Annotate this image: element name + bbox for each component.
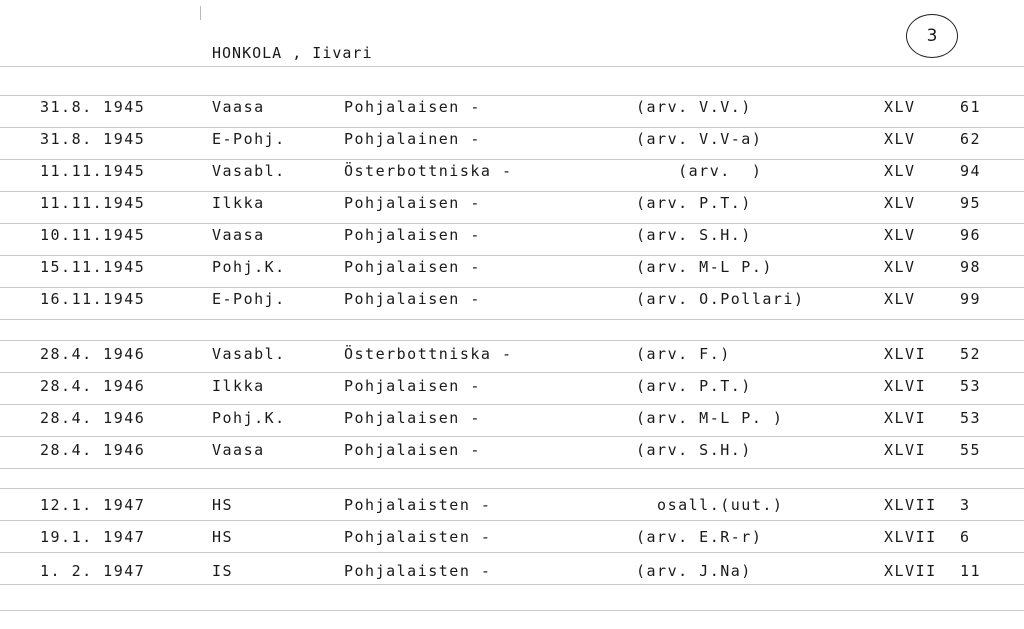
entry-date: 11.11.1945 xyxy=(40,162,146,180)
entry-reviewer: (arv. J.Na) xyxy=(636,562,752,580)
entry-row xyxy=(0,409,1024,431)
entry-volume: XLV xyxy=(884,162,916,180)
entry-row xyxy=(0,194,1024,216)
entry-volume: XLV xyxy=(884,98,916,116)
entry-reviewer: (arv. E.R-r) xyxy=(636,528,763,546)
ruled-line xyxy=(0,552,1024,553)
ruled-line xyxy=(0,191,1024,192)
entry-volume: XLVI xyxy=(884,345,927,363)
entry-volume: XLV xyxy=(884,194,916,212)
entry-date: 28.4. 1946 xyxy=(40,409,146,427)
entry-title: Pohjalaisen - xyxy=(344,409,481,427)
entry-reviewer: (arv. S.H.) xyxy=(636,441,752,459)
entry-title: Pohjalaisten - xyxy=(344,496,492,514)
entry-title: Pohjalaisen - xyxy=(344,226,481,244)
margin-tick xyxy=(200,6,201,20)
entry-title: Pohjalaisen - xyxy=(344,258,481,276)
entry-row xyxy=(0,528,1024,550)
entry-reviewer: (arv. M-L P.) xyxy=(636,258,773,276)
entry-date: 28.4. 1946 xyxy=(40,345,146,363)
ruled-line xyxy=(0,223,1024,224)
entry-newspaper: Ilkka xyxy=(212,194,265,212)
entry-volume: XLVI xyxy=(884,441,927,459)
entry-volume: XLVI xyxy=(884,409,927,427)
ruled-line xyxy=(0,468,1024,469)
entry-title: Pohjalaisten - xyxy=(344,562,492,580)
entry-date: 1. 2. 1947 xyxy=(40,562,146,580)
entry-reviewer: (arv. ) xyxy=(636,162,763,180)
entry-row xyxy=(0,562,1024,584)
entry-reviewer: osall.(uut.) xyxy=(636,496,784,514)
ruled-line xyxy=(0,95,1024,96)
entry-page: 61 xyxy=(960,98,982,116)
entry-newspaper: IS xyxy=(212,562,234,580)
ruled-line xyxy=(0,372,1024,373)
entry-newspaper: Vaasa xyxy=(212,441,265,459)
entry-title: Österbottniska - xyxy=(344,162,513,180)
entry-date: 15.11.1945 xyxy=(40,258,146,276)
entry-newspaper: HS xyxy=(212,528,234,546)
entry-title: Pohjalaisen - xyxy=(344,98,481,116)
entry-page: 94 xyxy=(960,162,982,180)
entry-newspaper: Pohj.K. xyxy=(212,258,286,276)
entry-page: 52 xyxy=(960,345,982,363)
ruled-line xyxy=(0,340,1024,341)
entry-newspaper: E-Pohj. xyxy=(212,130,286,148)
ruled-line xyxy=(0,159,1024,160)
entry-title: Pohjalaisen - xyxy=(344,290,481,308)
entry-volume: XLV xyxy=(884,226,916,244)
entry-page: 98 xyxy=(960,258,982,276)
entry-date: 11.11.1945 xyxy=(40,194,146,212)
page-number-badge xyxy=(906,14,958,58)
entry-newspaper: Vaasa xyxy=(212,98,265,116)
entry-page: 53 xyxy=(960,409,982,427)
entry-page: 96 xyxy=(960,226,982,244)
entry-title: Österbottniska - xyxy=(344,345,513,363)
ruled-line xyxy=(0,584,1024,585)
entry-row xyxy=(0,441,1024,463)
entry-reviewer: (arv. V.V-a) xyxy=(636,130,763,148)
entry-date: 31.8. 1945 xyxy=(40,98,146,116)
entry-reviewer: (arv. O.Pollari) xyxy=(636,290,805,308)
entry-page: 3 xyxy=(960,496,971,514)
ruled-line xyxy=(0,488,1024,489)
entry-reviewer: (arv. F.) xyxy=(636,345,731,363)
entry-volume: XLVII xyxy=(884,528,937,546)
entry-volume: XLV xyxy=(884,130,916,148)
entry-newspaper: Ilkka xyxy=(212,377,265,395)
entry-title: Pohjalaisen - xyxy=(344,441,481,459)
entry-volume: XLVI xyxy=(884,377,927,395)
entry-date: 19.1. 1947 xyxy=(40,528,146,546)
entry-date: 28.4. 1946 xyxy=(40,377,146,395)
entry-title: Pohjalaisen - xyxy=(344,194,481,212)
entry-row xyxy=(0,98,1024,120)
entry-date: 28.4. 1946 xyxy=(40,441,146,459)
entry-row xyxy=(0,377,1024,399)
ruled-line xyxy=(0,520,1024,521)
entry-row xyxy=(0,290,1024,312)
entry-date: 12.1. 1947 xyxy=(40,496,146,514)
entry-newspaper: Vasabl. xyxy=(212,345,286,363)
entry-date: 10.11.1945 xyxy=(40,226,146,244)
entry-newspaper: HS xyxy=(212,496,234,514)
entry-page: 6 xyxy=(960,528,971,546)
entry-page: 55 xyxy=(960,441,982,459)
ruled-line xyxy=(0,404,1024,405)
entry-row xyxy=(0,496,1024,518)
card-heading: HONKOLA , Iivari xyxy=(212,44,373,62)
ruled-line xyxy=(0,610,1024,611)
entry-newspaper: Vasabl. xyxy=(212,162,286,180)
entry-page: 11 xyxy=(960,562,982,580)
ruled-line xyxy=(0,255,1024,256)
entry-page: 62 xyxy=(960,130,982,148)
entry-row xyxy=(0,162,1024,184)
entry-reviewer: (arv. V.V.) xyxy=(636,98,752,116)
entry-date: 31.8. 1945 xyxy=(40,130,146,148)
entry-row xyxy=(0,258,1024,280)
entry-newspaper: E-Pohj. xyxy=(212,290,286,308)
entry-volume: XLV xyxy=(884,258,916,276)
entry-volume: XLV xyxy=(884,290,916,308)
entry-title: Pohjalaisen - xyxy=(344,377,481,395)
entry-newspaper: Pohj.K. xyxy=(212,409,286,427)
ruled-line xyxy=(0,66,1024,67)
entry-reviewer: (arv. P.T.) xyxy=(636,194,752,212)
entry-newspaper: Vaasa xyxy=(212,226,265,244)
entry-page: 99 xyxy=(960,290,982,308)
entry-date: 16.11.1945 xyxy=(40,290,146,308)
ruled-line xyxy=(0,287,1024,288)
entry-volume: XLVII xyxy=(884,562,937,580)
entry-row xyxy=(0,345,1024,367)
entry-reviewer: (arv. M-L P. ) xyxy=(636,409,784,427)
page-number-label: 3 xyxy=(926,26,938,46)
ruled-line xyxy=(0,127,1024,128)
entry-reviewer: (arv. P.T.) xyxy=(636,377,752,395)
entry-page: 95 xyxy=(960,194,982,212)
entry-page: 53 xyxy=(960,377,982,395)
entry-title: Pohjalaisten - xyxy=(344,528,492,546)
entry-volume: XLVII xyxy=(884,496,937,514)
entry-row xyxy=(0,226,1024,248)
ruled-line xyxy=(0,436,1024,437)
entry-row xyxy=(0,130,1024,152)
entry-reviewer: (arv. S.H.) xyxy=(636,226,752,244)
ruled-line xyxy=(0,319,1024,320)
entry-title: Pohjalainen - xyxy=(344,130,481,148)
